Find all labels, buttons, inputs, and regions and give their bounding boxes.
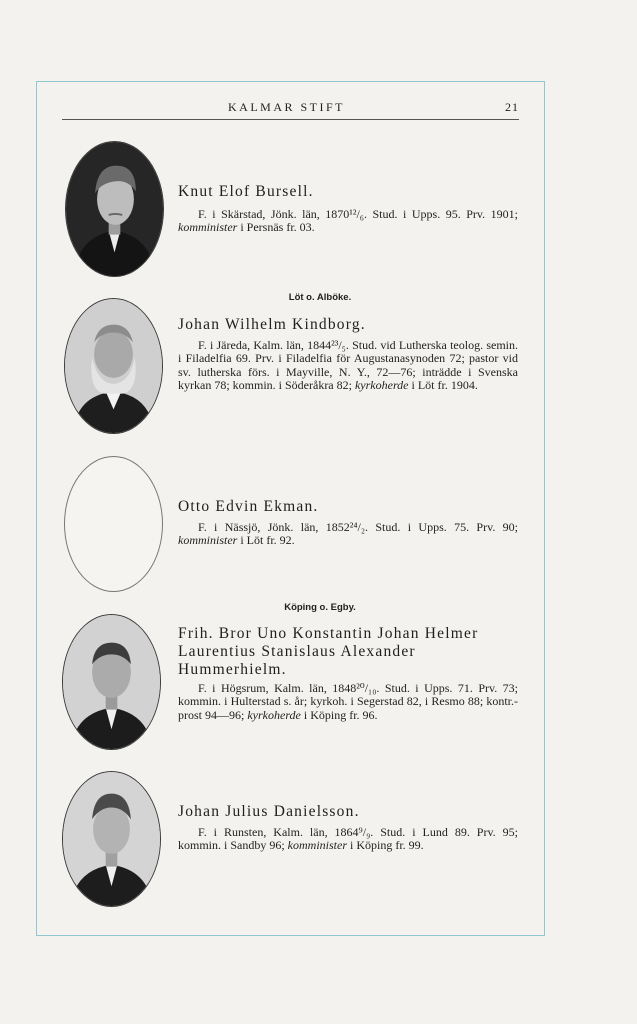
bio-text: i Löt fr. 92. (237, 533, 295, 548)
page-number: 21 (505, 100, 519, 114)
portrait-hummerhielm (62, 614, 161, 750)
bio-text: i Löt fr. 1904. (408, 377, 478, 392)
entry-bio-danielsson (178, 826, 518, 853)
bio-text: F. i Skärstad, Jönk. län, 1870¹²/₆. Stud. i Upps. 95. Prv. 1901; (198, 207, 518, 221)
entry-bio-bursell (178, 208, 518, 235)
entry-bio-ekman (178, 521, 518, 548)
bio-text: i Köping fr. 96. (300, 707, 378, 722)
header-title: KALMAR STIFT (228, 100, 346, 114)
bio-text: i Köping fr. 99. (347, 838, 424, 853)
section-heading-lot: Löt o. Alböke. (288, 292, 352, 303)
entry-name-hummerhielm: Frih. Bror Uno Konstantin Johan Helmer Laurentius Stanislaus Alexander Hummerhielm. (178, 625, 479, 678)
entry-name-danielsson: Johan Julius Danielsson. (178, 803, 360, 820)
entry-bio-kindborg (178, 339, 518, 392)
portrait-bursell (65, 141, 164, 277)
bio-text: F. i Runsten, Kalm. län, 1864⁹/₉. Stud. i Lund 89. Prv. 95; kommin. i Sandby 96; (178, 825, 518, 853)
running-header (62, 97, 519, 120)
portrait-kindborg (64, 298, 163, 434)
portrait-danielsson (62, 771, 161, 907)
bio-title: komminister (287, 838, 347, 853)
bio-title: komminister (178, 220, 238, 235)
entry-bio-hummerhielm (178, 682, 518, 722)
bio-text: F. i Järeda, Kalm. län, 1844²³/₅. Stud. vid Lutherska teolog. semin. i Filadelfia 69. Prv. i Filadelfia för Augustanasynoden 72; pastor vid sv. lutherska förs. i Mayville, N. Y., 72—76; inträdde i Svenska kyrkan 78; kommin. i Söderåkra 82; (178, 338, 518, 392)
bio-text: F. i Nässjö, Jönk. län, 1852²⁴/₂. Stud. i Upps. 75. Prv. 90; (198, 520, 518, 534)
entry-name-ekman: Otto Edvin Ekman. (178, 498, 319, 515)
bio-title: komminister (178, 533, 238, 548)
bio-text: i Persnäs fr. 03. (237, 220, 315, 235)
portrait-ekman-placeholder (64, 456, 163, 592)
bio-text: F. i Högsrum, Kalm. län, 1848²⁰/₁₀. Stud. i Upps. 71. Prv. 73; kommin. i Hulterstad s. år; kyrkoh. i Segerstad 82, i Resmo 88; kontr.-prost 94—96; (178, 681, 518, 722)
entry-name-bursell: Knut Elof Bursell. (178, 183, 314, 200)
entry-name-kindborg: Johan Wilhelm Kindborg. (178, 316, 366, 333)
bio-title: kyrkoherde (247, 707, 301, 722)
bio-title: kyrkoherde (354, 377, 409, 392)
section-heading-koping: Köping o. Egby. (284, 602, 356, 613)
